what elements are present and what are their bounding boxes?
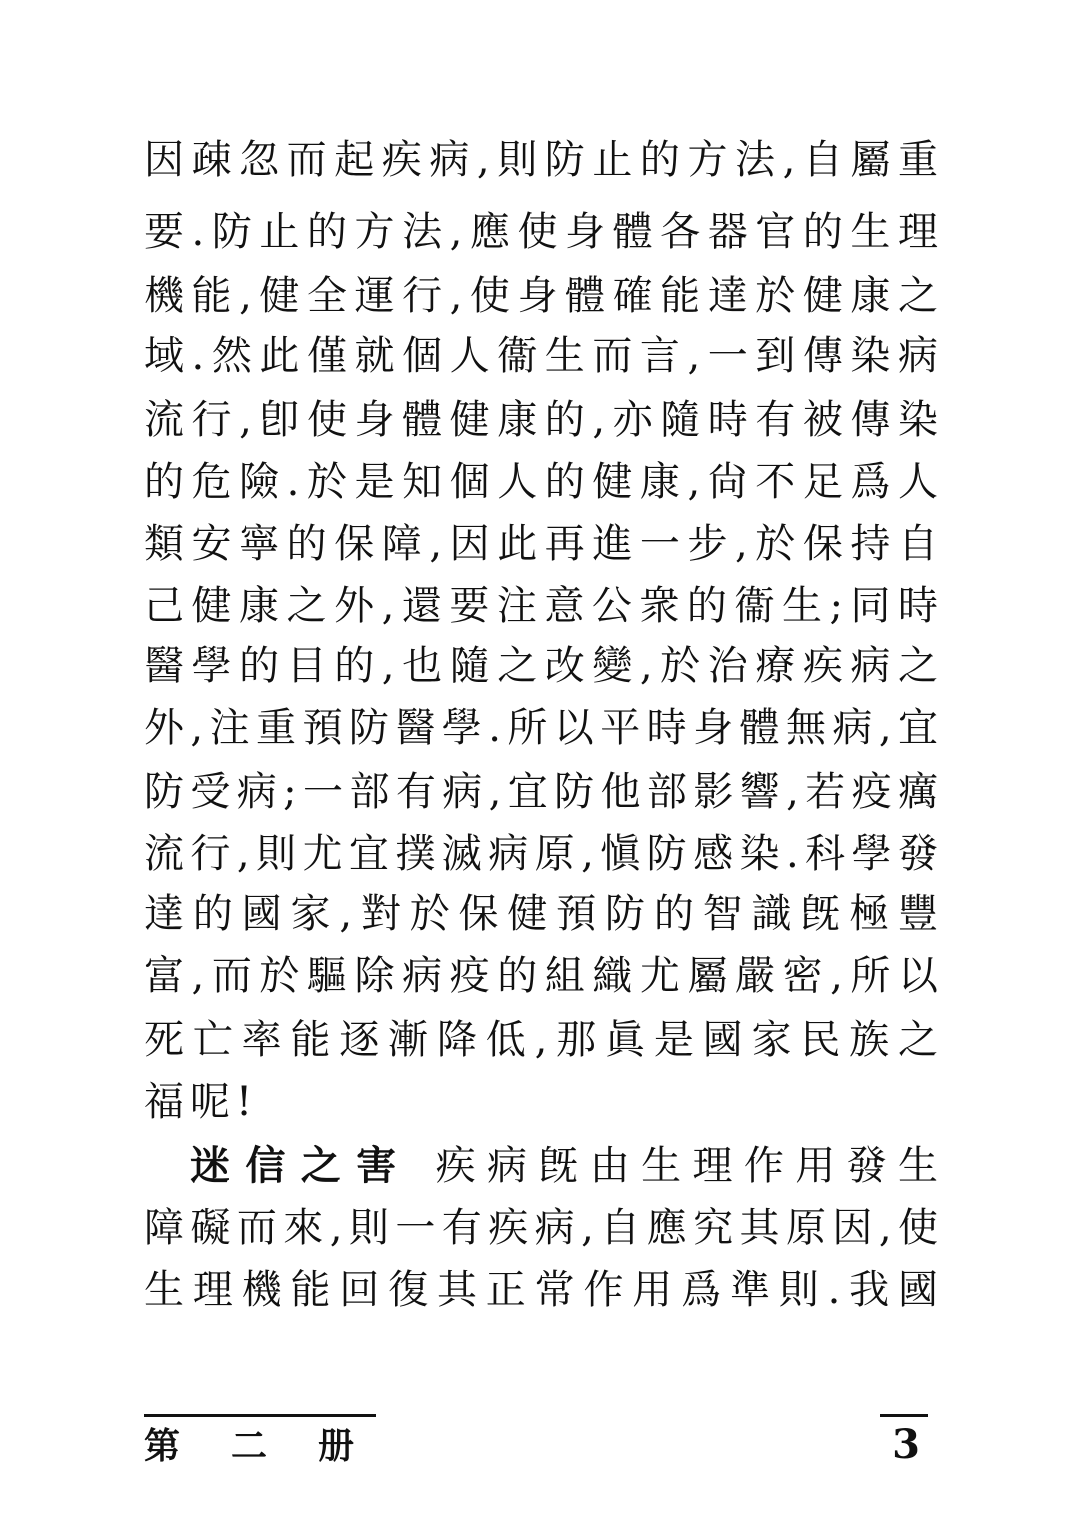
body-line: 類安寧的保障,因此再進一步,於保持自 [144, 521, 938, 567]
section-heading: 迷信之害 [190, 1142, 412, 1189]
body-line: 防受病;一部有病,宜防他部影響,若疫癘 [144, 769, 938, 815]
footer-rule-right [880, 1414, 928, 1417]
section-first-line-text: 疾病旣由生理作用發生 [435, 1143, 939, 1189]
body-line: 死亡率能逐漸降低,那眞是國家民族之 [144, 1017, 938, 1063]
body-line: 的危險.於是知個人的健康,尙不足爲人 [144, 459, 938, 505]
body-line: 富,而於驅除病疫的組織尤屬嚴密,所以 [144, 953, 938, 999]
body-line-last: 福呢! [144, 1079, 259, 1125]
body-line: 己健康之外,還要注意公衆的衞生;同時 [144, 583, 938, 629]
body-line: 流行,則尤宜撲滅病原,愼防感染.科學發 [144, 831, 938, 877]
body-line: 醫學的目的,也隨之改變,於治療疾病之 [144, 643, 938, 689]
footer-rule-left [144, 1414, 376, 1417]
section-line: 障礙而來,則一有疾病,自應究其原因,使 [144, 1205, 938, 1251]
body-line: 要.防止的方法,應使身體各器官的生理 [144, 209, 938, 255]
section-first-line [190, 1134, 938, 1198]
body-line: 機能,健全運行,使身體確能達於健康之 [144, 273, 938, 319]
body-line: 因疎忽而起疾病,則防止的方法,自屬重 [144, 137, 938, 183]
page-number: 3 [892, 1421, 920, 1468]
body-line: 流行,卽使身體健康的,亦隨時有被傳染 [144, 397, 938, 443]
section-line: 生理機能回復其正常作用爲準則.我國 [144, 1267, 938, 1313]
volume-label: 第二册 [144, 1425, 354, 1467]
body-line: 達的國家,對於保健預防的智識旣極豐 [144, 891, 938, 937]
body-line: 域.然此僅就個人衞生而言,一到傳染病 [144, 333, 938, 379]
body-line: 外,注重預防醫學.所以平時身體無病,宜 [144, 705, 938, 751]
